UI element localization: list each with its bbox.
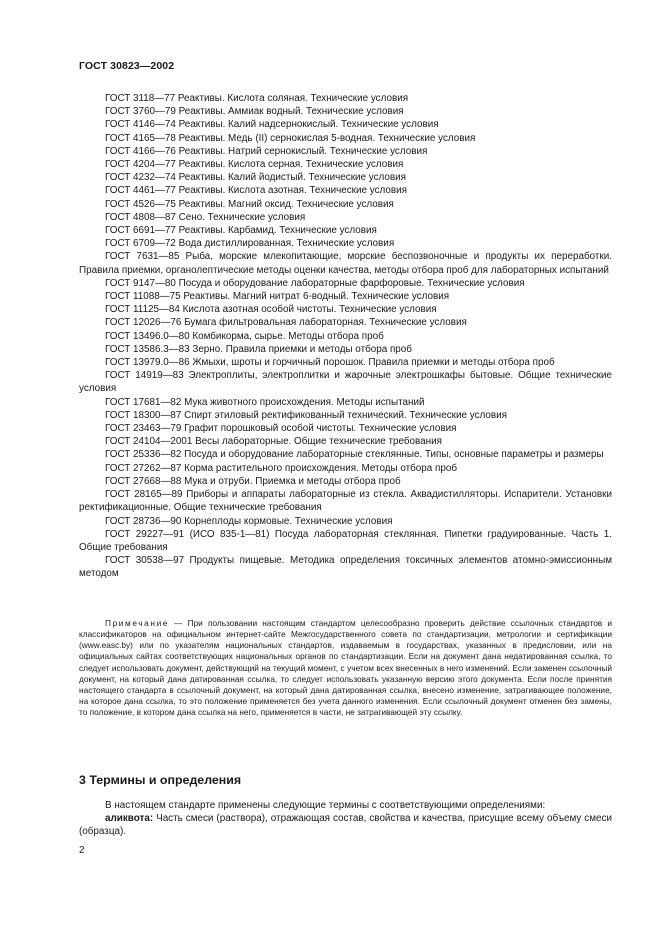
page-number: 2 xyxy=(79,845,85,856)
reference-item: ГОСТ 17681—82 Мука животного происхождения. Методы испытаний xyxy=(105,396,425,408)
note-label: Примечание xyxy=(105,618,170,628)
note-paragraph xyxy=(79,618,612,718)
reference-item: ГОСТ 12026—76 Бумага фильтровальная лабораторная. Технические условия xyxy=(105,317,467,329)
reference-item: ГОСТ 9147—80 Посуда и оборудование лабораторные фарфоровые. Технические условия xyxy=(105,277,525,289)
section-body xyxy=(79,799,612,839)
note-block xyxy=(79,618,612,718)
reference-item: ГОСТ 7631—85 Рыба, морские млекопитающие, морские беспозвоночные и продукты их переработки. Правила приемки, органолептические методы оценки качества, методы отбора проб для лабораторных испытаний xyxy=(79,251,612,276)
reference-item: ГОСТ 24104—2001 Весы лабораторные. Общие технические требования xyxy=(105,436,442,448)
reference-item: ГОСТ 28736—90 Корнеплоды кормовые. Технические условия xyxy=(105,515,393,527)
reference-item: ГОСТ 3118—77 Реактивы. Кислота соляная. Технические условия xyxy=(105,93,409,104)
reference-item: ГОСТ 4165—78 Реактивы. Медь (II) сернокислая 5-водная. Технические условия xyxy=(105,132,476,144)
reference-item: ГОСТ 4166—76 Реактивы. Натрий сернокислый. Технические условия xyxy=(105,145,428,157)
reference-item: ГОСТ 4461—77 Реактивы. Кислота азотная. Технические условия xyxy=(105,185,407,197)
reference-item: ГОСТ 11125—84 Кислота азотная особой чистоты. Технические условия xyxy=(105,304,437,316)
term-name: аликвота: xyxy=(105,813,154,825)
reference-item: ГОСТ 23463—79 Графит порошковый особой чистоты. Технические условия xyxy=(105,423,457,435)
normative-references-list xyxy=(79,92,612,581)
reference-item: ГОСТ 27668—88 Мука и отруби. Приемка и методы отбора проб xyxy=(105,475,401,487)
note-text: — При пользовании настоящим стандартом целесообразно проверить действие ссылочных стандартов и классификаторов на официальном интернет-сайте Межгосударственного совета по стандартизации, метрологии и сертификации (www.easc.by) или по указателям национальных стандартов, издаваемым в государствах, указанных в предисловии, или на официальных сайтах соответствующих национальных органов по стандартизации. Если на документ дана недатированная ссылка, то следует использовать документ, действующий на текущий момент, с учетом всех внесенных в него изменений. Если заменен ссылочный документ, на который дана датированная ссылка, то следует использовать указанную версию этого документа. Если после принятия настоящего стандарта в ссылочный документ, на который дана датированная ссылка, внесено изменение, затрагивающее положение, на которое дана ссылка, то это положение применяется без учета данного изменения. Если ссылочный документ отменен без замены, то положение, в котором дана ссылка на него, применяется в части, не затрагивающей эту ссылку. xyxy=(79,618,612,718)
reference-item: ГОСТ 3760—79 Реактивы. Аммиак водный. Технические условия xyxy=(105,106,404,118)
reference-item: ГОСТ 13496.0—80 Комбикорма, сырье. Методы отбора проб xyxy=(105,330,384,342)
reference-item: ГОСТ 13979.0—86 Жмыхи, шроты и горчичный порошок. Правила приемки и методы отбора проб xyxy=(105,357,555,369)
reference-item: ГОСТ 4808—87 Сено. Технические условия xyxy=(105,211,306,223)
document-header: ГОСТ 30823—2002 xyxy=(79,60,175,72)
reference-item: ГОСТ 4146—74 Реактивы. Калий надсернокислый. Технические условия xyxy=(105,119,439,131)
section-title: 3 Термины и определения xyxy=(79,773,242,787)
reference-item: ГОСТ 11088—75 Реактивы. Магний нитрат 6-водный. Технические условия xyxy=(105,291,450,303)
reference-item: ГОСТ 28165—89 Приборы и аппараты лабораторные из стекла. Аквадистилляторы. Испарители. Установки ректификационные. Общие технические требования xyxy=(79,489,612,514)
term-definition xyxy=(79,812,612,838)
reference-item: ГОСТ 27262—87 Корма растительного происхождения. Методы отбора проб xyxy=(105,462,457,474)
reference-item: ГОСТ 6709—72 Вода дистиллированная. Технические условия xyxy=(105,238,395,250)
section-intro: В настоящем стандарте применены следующие термины с соответствующими определениями: xyxy=(105,800,546,811)
reference-item: ГОСТ 6691—77 Реактивы. Карбамид. Технические условия xyxy=(105,225,377,237)
term-text: Часть смеси (раствора), отражающая состав, свойства и качества, присущие всему объему смеси (образца). xyxy=(79,813,612,838)
reference-item: ГОСТ 4526—75 Реактивы. Магний оксид. Технические условия xyxy=(105,198,394,210)
reference-item: ГОСТ 4204—77 Реактивы. Кислота серная. Технические условия xyxy=(105,159,404,171)
reference-item: ГОСТ 14919—83 Электроплиты, электроплитки и жарочные электрошкафы бытовые. Общие технические условия xyxy=(79,370,612,395)
reference-item: ГОСТ 30538—97 Продукты пищевые. Методика определения токсичных элементов атомно-эмиссионным методом xyxy=(79,555,612,580)
reference-item: ГОСТ 18300—87 Спирт этиловый ректификованный технический. Технические условия xyxy=(105,409,507,421)
reference-item: ГОСТ 29227—91 (ИСО 835-1—81) Посуда лабораторная стеклянная. Пипетки градуированные. Часть 1. Общие требования xyxy=(79,528,612,553)
reference-item: ГОСТ 4232—74 Реактивы. Калий йодистый. Технические условия xyxy=(105,172,407,184)
reference-item: ГОСТ 25336—82 Посуда и оборудование лабораторные стеклянные. Типы, основные параметры и размеры xyxy=(105,449,604,461)
reference-item: ГОСТ 13586.3—83 Зерно. Правила приемки и методы отбора проб xyxy=(105,343,412,355)
